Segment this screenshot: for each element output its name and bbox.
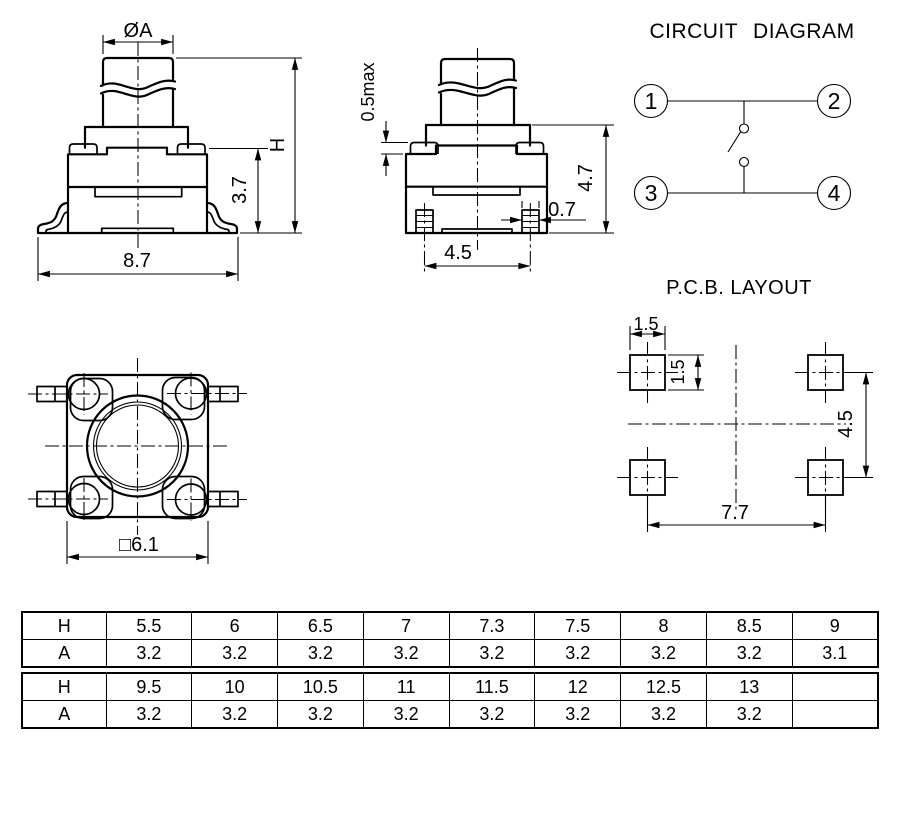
spec-cell: 3.2 [535, 640, 621, 668]
spec-cell: 3.2 [363, 701, 449, 729]
table-row [22, 612, 878, 640]
spec-row-label: H [22, 673, 106, 701]
table-row [22, 673, 878, 701]
pcb-dim-col-pitch [648, 497, 826, 532]
side-dim-terminal-width [501, 199, 586, 221]
dim-label-pad-width: 1.5 [633, 314, 659, 334]
spec-cell: 6.5 [278, 612, 364, 640]
spec-cell: 3.2 [706, 640, 792, 668]
terminal-2-label: 2 [827, 88, 841, 114]
dim-label-col-pitch: 7.7 [721, 502, 749, 524]
spec-cell: 3.2 [535, 701, 621, 729]
table-row [22, 701, 878, 729]
front-view [38, 20, 302, 281]
top-pocket-tr [163, 378, 205, 420]
spec-cell: 12.5 [621, 673, 707, 701]
front-lead-right [207, 203, 237, 233]
side-body [406, 143, 547, 273]
dim-label-pad-height: 1.5 [668, 359, 688, 385]
top-centerlines [28, 358, 247, 535]
spec-row-label: A [22, 701, 106, 729]
dim-label-terminal-width: 0.7 [548, 199, 576, 221]
dim-label-terminal-pitch: 4.5 [444, 242, 472, 264]
spec-cell: 8.5 [706, 612, 792, 640]
dim-label-button-dia: ØA [123, 20, 153, 42]
spec-cell: 3.2 [278, 701, 364, 729]
top-view [28, 358, 247, 564]
spec-cell: 9 [792, 612, 878, 640]
pcb-layout-title: P.C.B. LAYOUT [666, 277, 812, 299]
spec-cell: 3.2 [106, 701, 192, 729]
pcb-dim-pad-height [668, 355, 704, 390]
front-dim-total-height [176, 58, 302, 233]
terminal-3-label: 3 [644, 180, 658, 206]
terminal-1-label: 1 [644, 88, 658, 114]
spec-row-label: A [22, 640, 106, 668]
spec-table-section [21, 611, 880, 729]
terminal-4-label: 4 [827, 180, 841, 206]
spec-cell: 7 [363, 612, 449, 640]
circuit-diagram-title: CIRCUIT DIAGRAM [649, 20, 855, 43]
spec-table-1 [21, 611, 879, 668]
spec-cell: 3.2 [278, 640, 364, 668]
spec-cell: 3.2 [449, 640, 535, 668]
side-dim-bump-height [358, 62, 408, 176]
spec-cell: 6 [192, 612, 278, 640]
spec-cell: 3.2 [192, 701, 278, 729]
table-row [22, 640, 878, 668]
dim-label-body-height: 3.7 [229, 176, 251, 204]
spec-cell: 12 [535, 673, 621, 701]
spec-cell: 10.5 [278, 673, 364, 701]
spec-row-label: H [22, 612, 106, 640]
spec-cell: 3.2 [621, 640, 707, 668]
dim-label-bump-height: 0.5max [358, 62, 378, 122]
spec-cell: 3.2 [106, 640, 192, 668]
spec-cell: 3.2 [706, 701, 792, 729]
dim-label-total-height: H [267, 137, 289, 153]
spec-cell: 3.1 [792, 640, 878, 668]
spec-cell: 13 [706, 673, 792, 701]
switch-symbol [728, 101, 749, 193]
front-flange [85, 127, 188, 148]
spec-cell: 7.3 [449, 612, 535, 640]
spec-cell: 11.5 [449, 673, 535, 701]
dim-label-overall-width: 8.7 [123, 250, 151, 272]
spec-cell: 3.2 [192, 640, 278, 668]
spec-cell: 3.2 [363, 640, 449, 668]
top-pocket-tl [71, 379, 113, 421]
side-view [358, 48, 614, 272]
spec-cell: 5.5 [106, 612, 192, 640]
spec-cell: 3.2 [449, 701, 535, 729]
circuit-diagram [635, 20, 855, 210]
spec-cell: 7.5 [535, 612, 621, 640]
dim-label-side-height: 4.7 [575, 164, 597, 192]
spec-table-2 [21, 672, 879, 729]
spec-cell: 3.2 [621, 701, 707, 729]
dim-label-row-pitch: 4.5 [835, 410, 857, 438]
front-dim-body-height [209, 149, 268, 234]
spec-cell [792, 701, 878, 729]
pcb-layout [617, 277, 873, 532]
spec-cell: 8 [621, 612, 707, 640]
pcb-dim-row-pitch [835, 373, 873, 478]
dim-label-body-size: □6.1 [119, 534, 159, 556]
front-lead-left [38, 203, 68, 233]
spec-cell: 10 [192, 673, 278, 701]
spec-cell: 9.5 [106, 673, 192, 701]
spec-cell [792, 673, 878, 701]
spec-cell: 11 [363, 673, 449, 701]
